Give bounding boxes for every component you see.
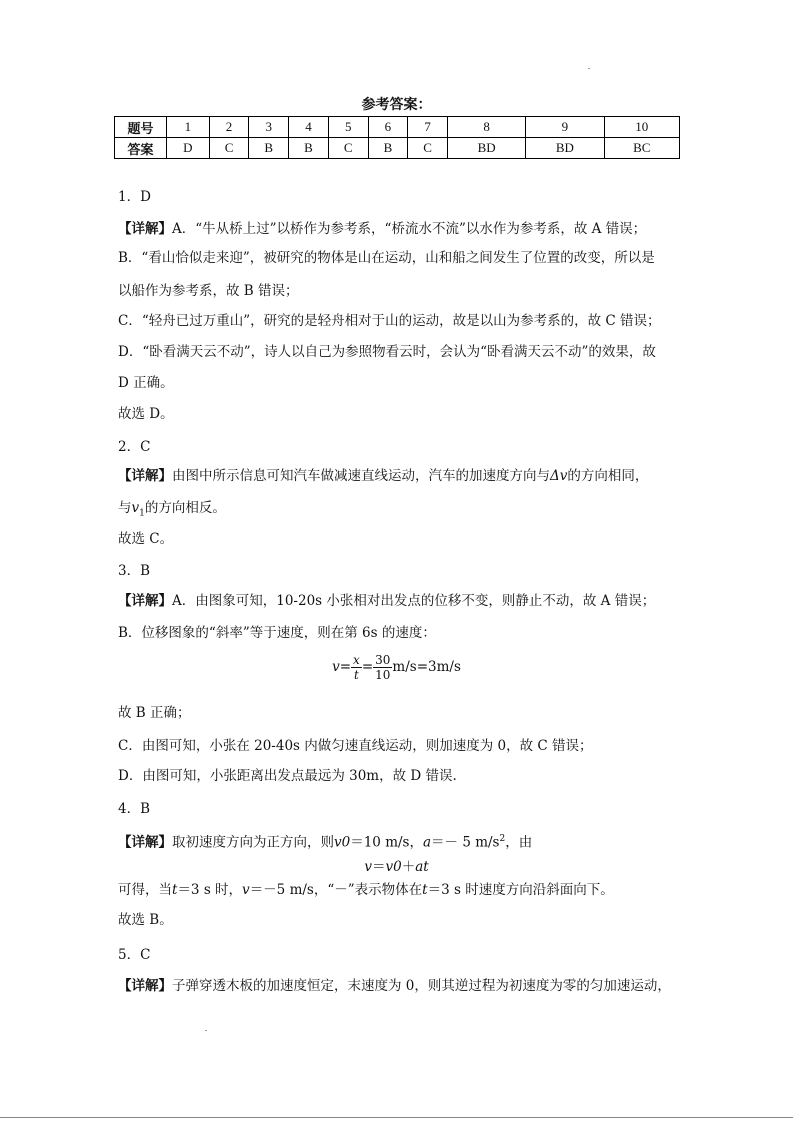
q1-line-c: C．“轻舟已过万重山”，研究的是轻舟相对于山的运动，故是以山为参考系的，故 C 错误； — [118, 313, 661, 329]
number-cell: 7 — [408, 117, 448, 138]
q4-text-2c: ＝－5 m/s，“－”表示物体在 — [249, 882, 423, 898]
number-cell: 2 — [209, 117, 249, 138]
number-cell: 6 — [368, 117, 408, 138]
q4-v0: v0 — [334, 834, 351, 851]
q5-heading: 5．C — [118, 947, 151, 963]
answer-cell: B — [368, 138, 408, 159]
q1-line-b1: B．“看山恰似走来迎”，被研究的物体是山在运动，山和船之间发生了位置的改变，所以是 — [118, 250, 655, 266]
q3-line-b: B．位移图象的“斜率”等于速度，则在第 6s 的速度： — [118, 625, 436, 641]
eq-denominator: 10 — [375, 668, 391, 682]
q4-equation — [0, 855, 793, 875]
q4-eq-plus: ＋ — [401, 859, 416, 875]
answer-cell: BC — [604, 138, 679, 159]
eq-equals: = — [339, 659, 352, 675]
q4-eq-v0: v0 — [385, 859, 402, 875]
q1-detail-tag: 【详解】 — [118, 221, 172, 237]
number-cell: 5 — [328, 117, 368, 138]
q4-text-1a: 取初速度方向为正方向，则 — [172, 834, 334, 851]
q4-text-1d: ，由 — [505, 834, 533, 851]
eq-x: x — [353, 653, 360, 667]
q4-eq-at: at — [415, 859, 429, 875]
row-label-number: 题号 — [115, 117, 167, 138]
q4-t: t — [172, 882, 178, 898]
q5-line-1 — [118, 977, 671, 995]
q4-text-1c: ＝－ 5 m/s — [431, 834, 500, 851]
q4-sup-2: 2 — [499, 834, 506, 844]
q4-eq-equals: ＝ — [371, 859, 386, 875]
q4-v: v — [242, 882, 250, 898]
q2-delta-v: Δv — [550, 468, 568, 484]
q4-eq-v: v — [364, 859, 372, 875]
number-cell: 1 — [167, 117, 210, 138]
q4-line-1 — [118, 830, 532, 852]
answer-cell: C — [328, 138, 368, 159]
q2-text-2b: 的方向相反。 — [144, 500, 226, 516]
q4-line-2 — [118, 881, 614, 899]
q3-equation — [0, 653, 793, 682]
q1-line-d1: D．“卧看满天云不动”，诗人以自己为参照物看云时，会认为“卧看满天云不动”的效果，故 — [118, 344, 656, 360]
number-cell: 10 — [604, 117, 679, 138]
scan-speck — [588, 68, 590, 69]
number-cell: 8 — [447, 117, 525, 138]
eq-fraction-30-10 — [373, 653, 392, 682]
q3-line-a — [118, 592, 655, 610]
q4-heading: 4．B — [118, 801, 151, 817]
answer-row — [115, 138, 680, 159]
answer-cell: BD — [526, 138, 604, 159]
eq-fraction-xt — [351, 653, 362, 682]
answer-table — [114, 116, 680, 159]
q5-text-1: 子弹穿透木板的加速度恒定，末速度为 0，则其逆过程为初速度为零的匀加速运动， — [172, 978, 671, 994]
q4-t2: t — [422, 882, 428, 898]
q1-line-d2: D 正确。 — [118, 375, 174, 391]
answer-cell: D — [167, 138, 210, 159]
q3-heading: 3．B — [118, 563, 151, 579]
answer-cell: B — [249, 138, 289, 159]
q4-text-2d: ＝3 s 时速度方向沿斜面向下。 — [427, 882, 614, 898]
q2-text-1a: 由图中所示信息可知汽车做减速直线运动，汽车的加速度方向与 — [172, 468, 550, 484]
number-cell: 4 — [289, 117, 329, 138]
q1-conclusion: 故选 D。 — [118, 406, 174, 422]
q4-text-2a: 可得，当 — [118, 882, 172, 898]
q3-detail-tag: 【详解】 — [118, 593, 172, 609]
eq-numerator: 30 — [375, 653, 391, 667]
row-label-answer: 答案 — [115, 138, 167, 159]
q2-line-1 — [118, 467, 648, 485]
eq-v: v — [332, 659, 340, 675]
q3-line-c: C．由图可知，小张在 20-40s 内做匀速直线运动，则加速度为 0，故 C 错误； — [118, 738, 593, 754]
q5-detail-tag: 【详解】 — [118, 978, 172, 994]
q2-text-1b: 的方向相同， — [567, 468, 649, 484]
scan-speck — [205, 1030, 207, 1031]
q2-line-2 — [118, 499, 226, 523]
answer-cell: C — [408, 138, 448, 159]
q2-detail-tag: 【详解】 — [118, 468, 172, 484]
q1-text-a: A．“牛从桥上过”以桥作为参考系，“桥流水不流”以水作为参考系，故 A 错误； — [172, 221, 647, 237]
q4-detail-tag: 【详解】 — [118, 834, 172, 851]
number-cell: 3 — [249, 117, 289, 138]
q4-conclusion: 故选 B。 — [118, 912, 173, 928]
q4-a: a — [422, 834, 432, 851]
q4-text-1b: ＝10 m/s， — [350, 834, 423, 851]
eq-t: t — [354, 668, 359, 682]
q2-heading: 2．C — [118, 439, 151, 455]
q1-heading: 1．D — [118, 189, 151, 205]
eq-tail: m/s=3m/s — [392, 659, 461, 675]
q2-text-2a: 与 — [118, 500, 132, 516]
q4-text-2b: ＝3 s 时， — [177, 882, 243, 898]
q1-line-a — [118, 220, 646, 238]
page-bottom-rule — [0, 1117, 793, 1118]
q3-text-a: A．由图象可知，10-20s 小张相对出发点的位移不变，则静止不动，故 A 错误； — [172, 593, 656, 609]
q3-line-d: D．由图可知，小张距离出发点最远为 30m，故 D 错误. — [118, 768, 457, 784]
q2-conclusion: 故选 C。 — [118, 531, 174, 547]
answer-cell: C — [209, 138, 249, 159]
answer-cell: B — [289, 138, 329, 159]
q2-v1: v — [131, 500, 140, 516]
number-cell: 9 — [526, 117, 604, 138]
answer-cell: BD — [447, 138, 525, 159]
eq-equals-2: = — [361, 659, 374, 675]
q3-line-b-end: 故 B 正确； — [118, 705, 191, 721]
question-number-row — [115, 117, 680, 138]
q2-v1-sub: 1 — [139, 508, 145, 519]
q1-line-b2: 以船作为参考系，故 B 错误； — [118, 283, 299, 299]
answer-key-title: 参考答案： — [361, 97, 432, 113]
